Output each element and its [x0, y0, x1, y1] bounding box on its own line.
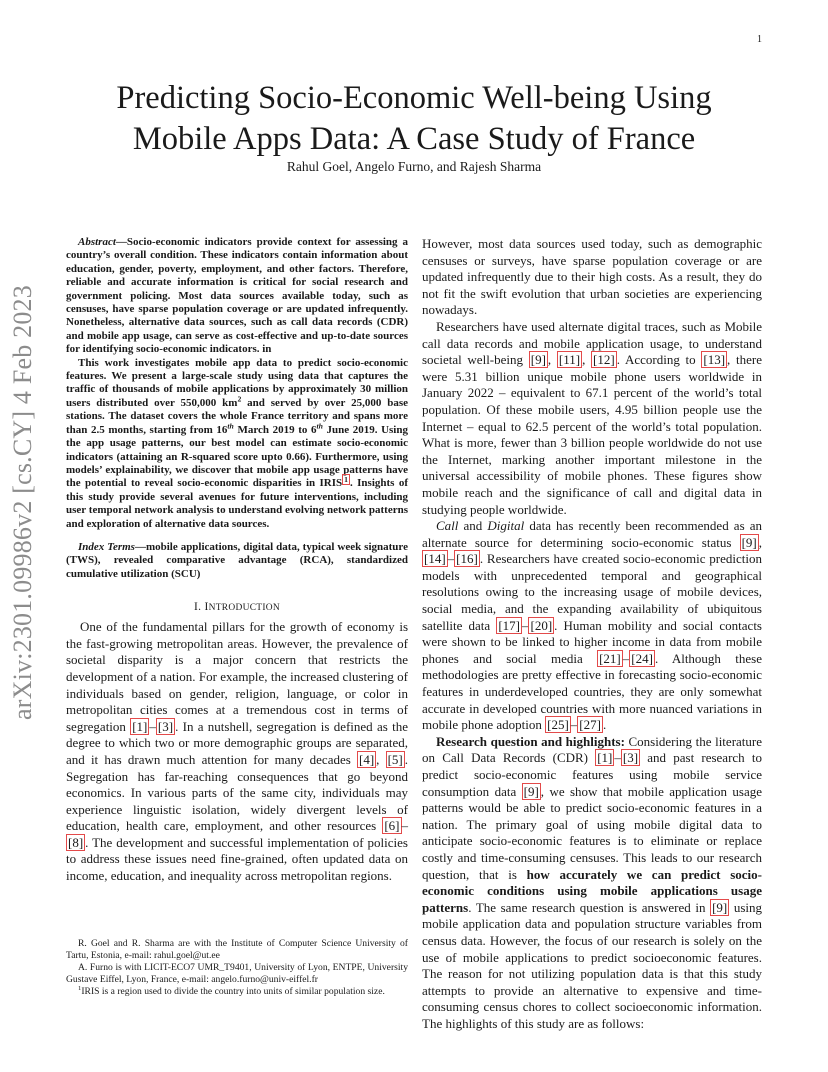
right-paragraph-2: Researchers have used alternate digital traces, such as Mobile call data records and mobile application usage, to understand societal well-being [9] , [11] , [12] . According to [13] , there were 5.31 billion unique mobile phone users worldwide in January 2022 – equivalent to 67.1 percent of the world’s total population. Of these mobile users, 4.95 billion people use the Internet – equal to 62.5 percent of the world’s total population. What is more, fewer than 3 billion people worldwide do not use the Internet, marking another important milestone in the universal accessibility of mobile phones. These figures show mobile reach and the significance of call and digital data in studying people worldwide.	[422, 318, 762, 517]
citation-link[interactable]: [5]	[387, 751, 403, 767]
citation-link[interactable]: [6]	[384, 818, 400, 834]
title-line-2: Mobile Apps Data: A Case Study of France	[132, 121, 696, 157]
citation-link[interactable]: [17]	[498, 617, 520, 633]
citation-link[interactable]: [13]	[703, 352, 726, 368]
citation-link[interactable]: [3]	[622, 750, 639, 766]
footnote-affiliation-2: A. Furno is with LICIT-ECO7 UMR_T9401, University of Lyon, ENTPE, University Gustave Eiffel, Lyon, France, e-mail: angelo.furno@univ-eiffel.fr	[66, 962, 408, 985]
abstract-paragraph-1: Abstract—Socio-economic indicators provide context for assessing a country’s overall condition. These indicators contain information about education, gender, poverty, employment, and other factors. Therefore, reliable and accurate information is critical for social research and government policing. Most data sources available today, such as censuses, have sparse population coverage or are updated infrequently. Nonetheless, alternative data sources, such as call data records (CDR) and mobile app usage, can serve as cost-effective and up-to-date sources for identifying socio-economic indicators. in	[66, 236, 408, 356]
author-list: Rahul Goel, Angelo Furno, and Rajesh Sharma	[286, 159, 542, 174]
citation-link[interactable]: [25]	[547, 717, 569, 733]
title-line-1: Predicting Socio-Economic Well-being Using	[116, 80, 712, 116]
section-heading-introduction: I. INTRODUCTION	[194, 601, 280, 614]
citation-link[interactable]: [1]	[597, 750, 613, 766]
footnotes	[66, 938, 408, 998]
research-question-text: how accurately we can predict socio-economic conditions using mobile applications usage patterns	[422, 866, 762, 915]
abstract-paragraph-2: This work investigates mobile app data to predict socio-economic features. We present a large-scale study using data that captures the traffic of thousands of mobile applications by approximately 30 million users distributed over 550,000 $km^2$ and served by over 25,000 base stations. The dataset covers the whole France territory and spans more than 2.5 months, starting from 16th March 2019 to 6th June 2019. Using the app usage patterns, our best model can estimate socio-economic indicators (attaining an R-squared score upto 0.66). Furthermore, using models’ explainability, we discover that mobile app usage patterns have the potential to reveal socio-economic disparities in IRIS $^1$ . Insights of this study provide several avenues for future interventions, including user temporal network analysis to understand evolving network patterns and exploration of alternative data sources.	[66, 356, 409, 530]
citation-link[interactable]: [11]	[558, 352, 581, 368]
citation-link[interactable]: [27]	[579, 717, 601, 733]
paper-title	[80, 78, 748, 160]
citation-link[interactable]: [16]	[456, 551, 478, 567]
left-column	[66, 236, 408, 885]
intro-paragraph-1: One of the fundamental pillars for the growth of economy is the fast-growing metropolitan areas. However, the prevalence of societal disparity is a major concern that restricts the development of a nation. For example, the increased clustering of individuals based on gender, religion, language, or color in metropolitan cities comes at a tremendous cost in terms of segregation [1] – [3] . In a nutshell, segregation is defined as the degree to which two or more demographic groups are separated, and it has drawn much attention for many decades [4] , [5] . Segregation has far-reaching consequences that go beyond economics. In various parts of the same city, individuals may experience linguistic isolation, widely divergent levels of education, health care, employment, and other resources [6] –[8] . The development and successful implementation of policies to address these issues need fine-grained, often updated data on income, education, and inequality across metropolitan regions.	[66, 619, 409, 884]
abstract-label: Abstract	[78, 236, 116, 248]
right-column	[422, 236, 762, 1033]
citation-link[interactable]: [8]	[68, 834, 84, 850]
citation-link[interactable]: [4]	[358, 751, 375, 767]
citation-link[interactable]: [9]	[523, 783, 539, 799]
abstract	[66, 236, 408, 531]
footnote-link-1[interactable]: 1	[344, 474, 348, 484]
citation-link[interactable]: [21]	[599, 650, 621, 666]
research-question-heading: Research question and highlights:	[436, 733, 625, 749]
arxiv-identifier[interactable]: arXiv:2301.09986v2 [cs.CY] 4 Feb 2023	[8, 285, 37, 720]
right-paragraph-4: Research question and highlights: Considering the literature on Call Data Records (CDR) [1] – [3] and past research to predict socio-economic features using mobile service consumption data [9] , we show that mobile application usage patterns would be able to predict socio-economic features in a nation. The primary goal of using mobile digital data to anticipate socio-economic features is to eliminate or replace costly and time-consuming censuses. This leads to our research question, that is how accurately we can predict socio-economic conditions using mobile applications usage patterns. The same research question is answered in [9] using mobile application data and population structure variables from census data. However, the focus of our research is solely on the use of mobile applications to predict socioeconomic features. The reason for not utilizing population data is that this study attempts to provide an alternative to expensive and time-consuming census chores to collect socioeconomic information. The highlights of this study are as follows:	[422, 733, 763, 1031]
footnote-affiliation-1: R. Goel and R. Sharma are with the Institute of Computer Science University of Tartu, Estonia, e-mail: rahul.goel@ut.ee	[66, 938, 408, 961]
citation-link[interactable]: [24]	[631, 650, 653, 666]
footnote-1: $^1$IRIS is a region used to divide the country into units of similar population size.	[78, 984, 385, 997]
page-number: 1	[757, 34, 762, 45]
citation-link[interactable]: [3]	[157, 718, 174, 734]
index-terms: Index Terms—mobile applications, digital data, typical week signature (TWS), revealed comparative advantage (RCA), standardized cumulative utilization (SCU)	[66, 540, 408, 580]
citation-link[interactable]: [12]	[593, 352, 615, 368]
citation-link[interactable]: [9]	[712, 899, 728, 915]
right-paragraph-1: However, most data sources used today, such as demographic censuses or surveys, have sparse population coverage or are updated infrequently due to their high costs. As a result, they do not fit the swift evolution that urban societies are experiencing nowadays.	[422, 236, 762, 318]
citation-link[interactable]: [20]	[530, 617, 553, 633]
citation-link[interactable]: [1]	[132, 718, 148, 734]
citation-link[interactable]: [9]	[530, 352, 546, 368]
right-paragraph-3: Call and Digital data has recently been recommended as an alternate source for determining socio-economic status [9] , [14] – [16] . Researchers have created socio-economic prediction models with unprecedented temporal and geographical resolutions owing to the increasing usage of mobile devices, social media, and the expanding availability of ubiquitous satellite data [17] – [20] . Human mobility and social contacts were shown to be linked to higher income in data from mobile phones and social media [21] – [24] . Although these methodologies are pretty effective in forecasting socio-economic features in underdeveloped countries, they are only somewhat accurate in developed countries with more nuanced variations in mobile phone adoption [25] – [27] .	[422, 518, 762, 733]
citation-link[interactable]: [14]	[424, 551, 446, 567]
index-terms-label: Index Terms	[78, 540, 135, 553]
citation-link[interactable]: [9]	[741, 534, 757, 550]
